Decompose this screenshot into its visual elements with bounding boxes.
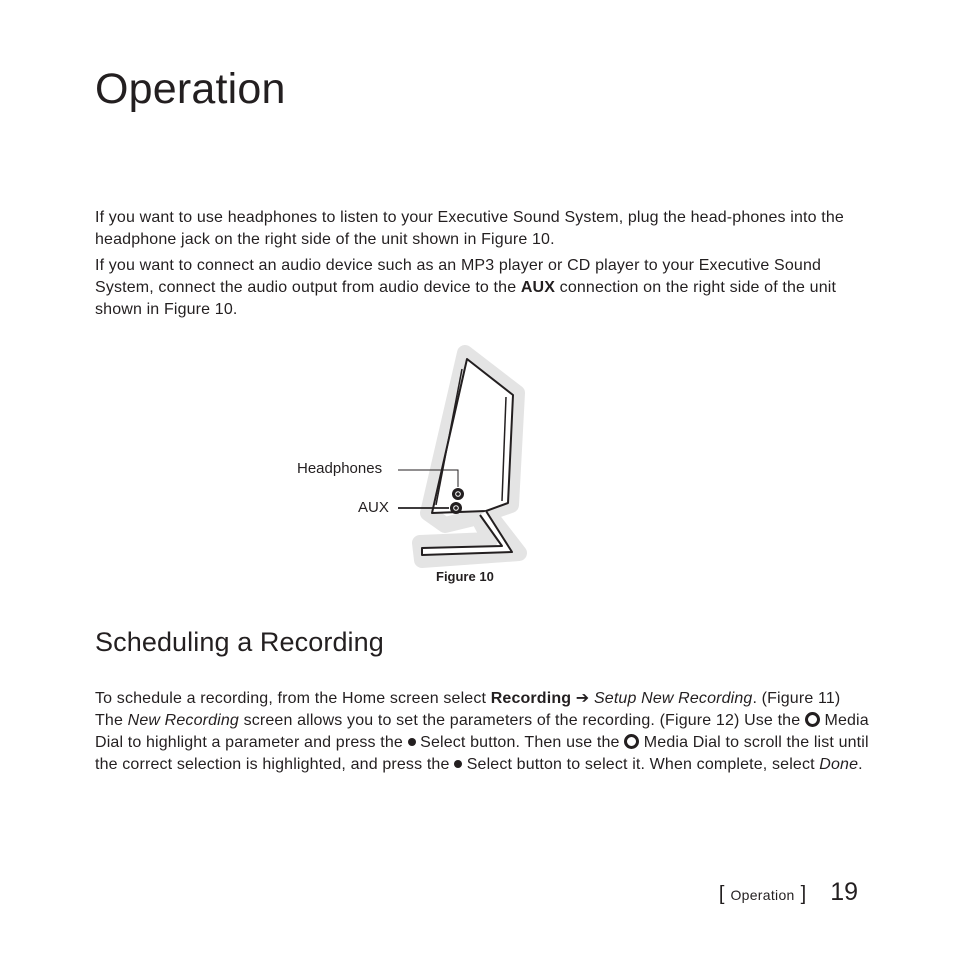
select-button-icon <box>408 738 416 746</box>
schedule-text-5: Select button. Then use the <box>415 734 625 751</box>
section-title: Scheduling a Recording <box>95 627 384 657</box>
footer-bracket-open: [ <box>718 883 725 905</box>
arrow-icon: ➔ <box>575 690 590 707</box>
schedule-text-3: screen allows you to set the parameters of the recording. (Figure 12) Use the <box>238 712 805 729</box>
schedule-text-1: To schedule a recording, from the Home screen select <box>95 690 491 707</box>
select-button-icon <box>454 760 462 768</box>
new-recording-label: New Recording <box>127 712 239 729</box>
recording-label: Recording <box>490 690 572 707</box>
schedule-text-2: . (Figure 11) The <box>95 690 841 729</box>
schedule-text-6: Media Dial to scroll the list until the correct selection is highlighted, and press the <box>95 734 869 773</box>
page-number: 19 <box>830 878 858 906</box>
schedule-text-4: Media Dial to highlight a parameter and press the <box>95 712 869 751</box>
intro-paragraph-headphones: If you want to use headphones to listen to your Executive Sound System, plug the head-phones into the headphone jack on the right side of the unit shown in Figure 10. <box>95 209 844 248</box>
schedule-text-7: Select button to select it. When complete, select <box>462 756 820 773</box>
footer-bracket-close: ] <box>800 883 807 905</box>
footer-section-label: Operation <box>730 887 795 903</box>
page-footer <box>719 878 858 908</box>
aux-jack-icon <box>450 502 462 514</box>
media-dial-icon <box>624 734 639 749</box>
intro-aux-text-b: connection on the right side of the unit shown in Figure 10. <box>95 279 837 318</box>
media-dial-icon <box>805 712 820 727</box>
callout-headphones: Headphones <box>297 460 383 477</box>
intro-paragraph-aux <box>95 255 865 321</box>
intro-aux-text-a: If you want to connect an audio device such as an MP3 player or CD player to your Executive Sound System, connect the audio output from audio device to the <box>95 257 822 296</box>
figure-caption: Figure 10 <box>436 569 494 584</box>
headphone-jack-icon <box>452 488 464 500</box>
aux-label: AUX <box>520 279 556 296</box>
callout-aux: AUX <box>358 499 389 516</box>
scheduling-paragraph <box>95 688 870 776</box>
schedule-text-8: . <box>858 756 863 773</box>
page-title: Operation <box>95 65 286 113</box>
setup-new-recording-label: Setup New Recording <box>593 690 753 707</box>
done-label: Done <box>819 756 859 773</box>
